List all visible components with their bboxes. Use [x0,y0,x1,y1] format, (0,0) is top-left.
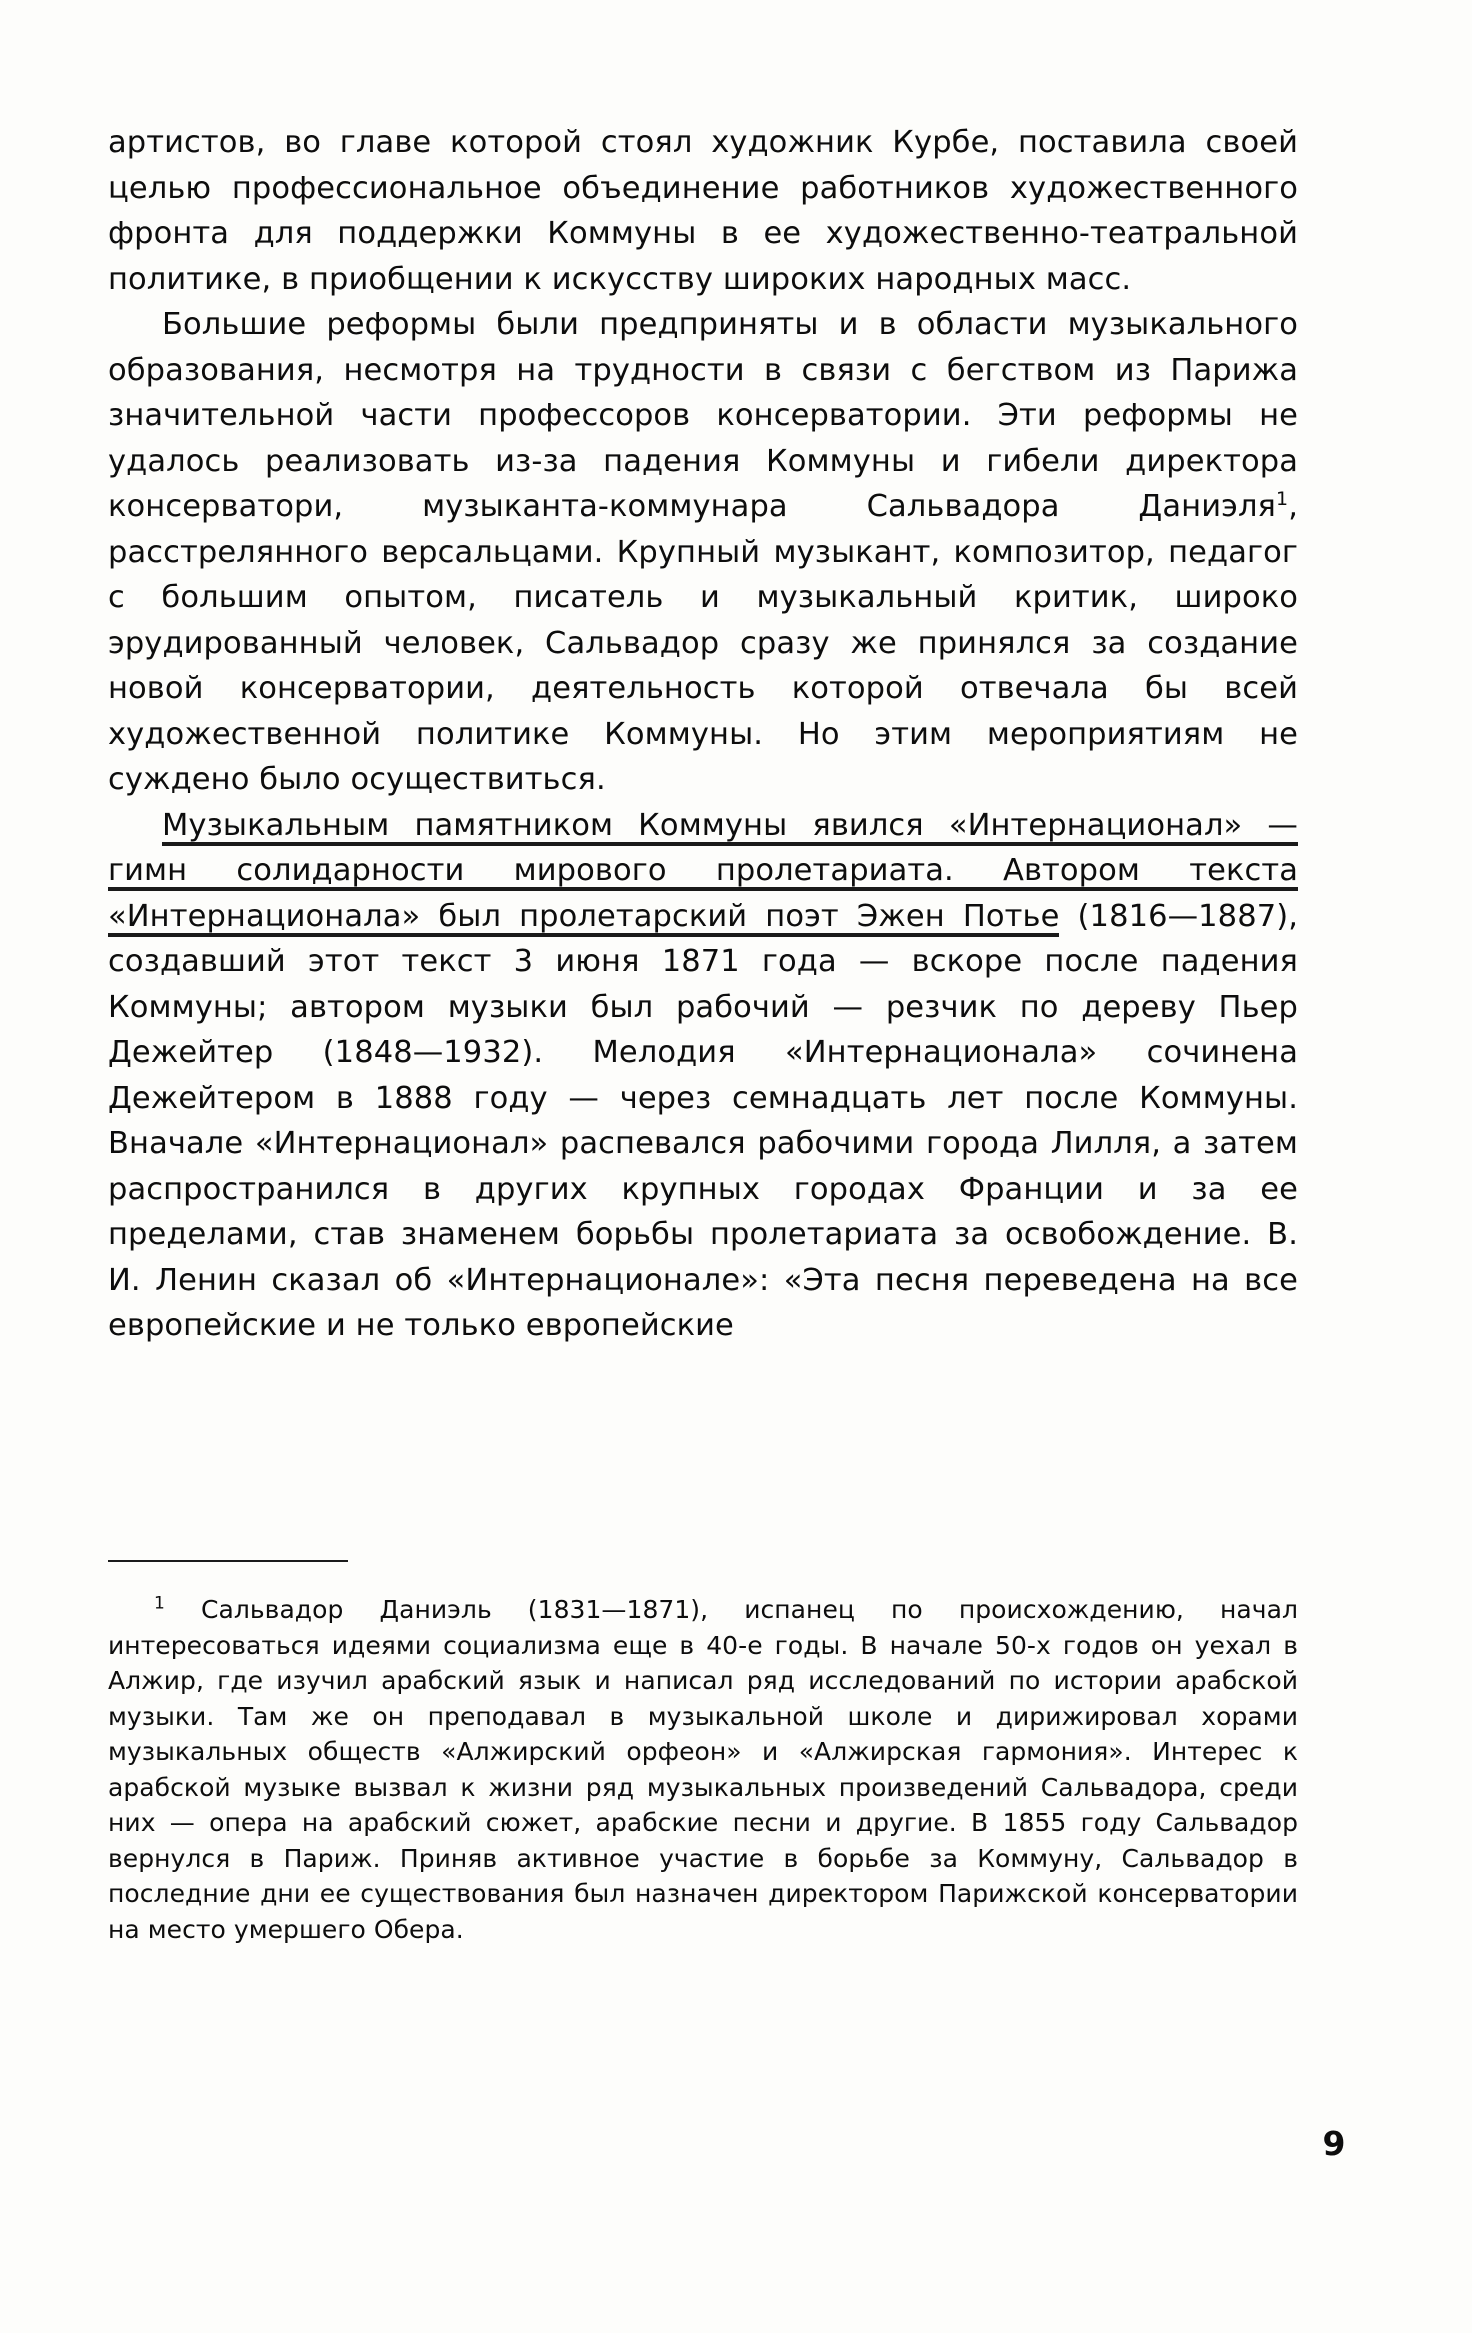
paragraph-internationale [108,803,1298,1349]
footnote-separator-rule [108,1560,348,1562]
page-number: 9 [1322,2124,1346,2163]
paragraph-internationale-rest: (1816—1887), создавший этот текст 3 июня 1871 года — вскоре после падения Коммуны; автором музыки был рабочий — резчик по дереву Пьер Дежейтер (1848—1932). Мелодия «Интернационала» сочинена Дежейтером в 1888 году — через семнадцать лет после Коммуны. Вначале «Интернационал» распевался рабочими города Лилля, а затем распространился в других крупных городах Франции и за ее пределами, став знаменем борьбы пролетариата за освобождение. В. И. Ленин сказал об «Интернационале»: «Эта песня переведена на все европейские и не только европейские [108,898,1298,1343]
paragraph-reforms [108,302,1298,803]
paragraph-reforms-text-1: Большие реформы были предприняты и в области музыкального образования, несмотря на трудности в связи с бегством из Парижа значительной части профессоров консерватории. Эти реформы не удалось реализовать из-за падения Коммуны и гибели директора консерватори, музыканта-коммунара Сальвадора Даниэля [108,307,1298,524]
underlined-passage: Музыкальным памятником Коммуны явился «Интернационал» — гимн солидарности мирового пролетариата. Автором текста «Интернационала» был пролетарский поэт Эжен Потье [108,808,1298,937]
page-body [108,120,1298,1349]
paragraph-reforms-text-2: , расстрелянного версальцами. Крупный музыкант, композитор, педагог с большим опытом, писатель и музыкальный критик, широко эрудированный человек, Сальвадор сразу же принялся за создание новой консерватории, деятельность которой отвечала бы всей художественной политике Коммуны. Но этим мероприятиям не суждено было осуществиться. [108,489,1298,797]
footnote-text [108,1592,1298,1947]
footnote-body: Сальвадор Даниэль (1831—1871), испанец по происхождению, начал интересоваться идеями социализма еще в 40-е годы. В начале 50-х годов он уехал в Алжир, где изучил арабский язык и написал ряд исследований по истории арабской музыки. Там же он преподавал в музыкальной школе и дирижировал хорами музыкальных обществ «Алжирский орфеон» и «Алжирская гармония». Интерес к арабской музыке вызвал к жизни ряд музыкальных произведений Сальвадора, среди них — опера на арабский сюжет, арабские песни и другие. В 1855 году Сальвадор вернулся в Париж. Приняв активное участие в борьбе за Коммуну, Сальвадор в последние дни ее существования был назначен директором Парижской консерватории на место умершего Обера. [108,1595,1298,1944]
body-text-block [108,120,1298,1349]
paragraph-continuation: артистов, во главе которой стоял художник Курбе, поставила своей целью профессиональное объединение работников художественного фронта для поддержки Коммуны в ее художественно-театральной политике, в приобщении к искусству широких народных масс. [108,125,1298,297]
footnote-marker-inline: 1 [1276,487,1289,510]
footnote-block [108,1592,1298,1947]
footnote-number: 1 [154,1593,165,1614]
